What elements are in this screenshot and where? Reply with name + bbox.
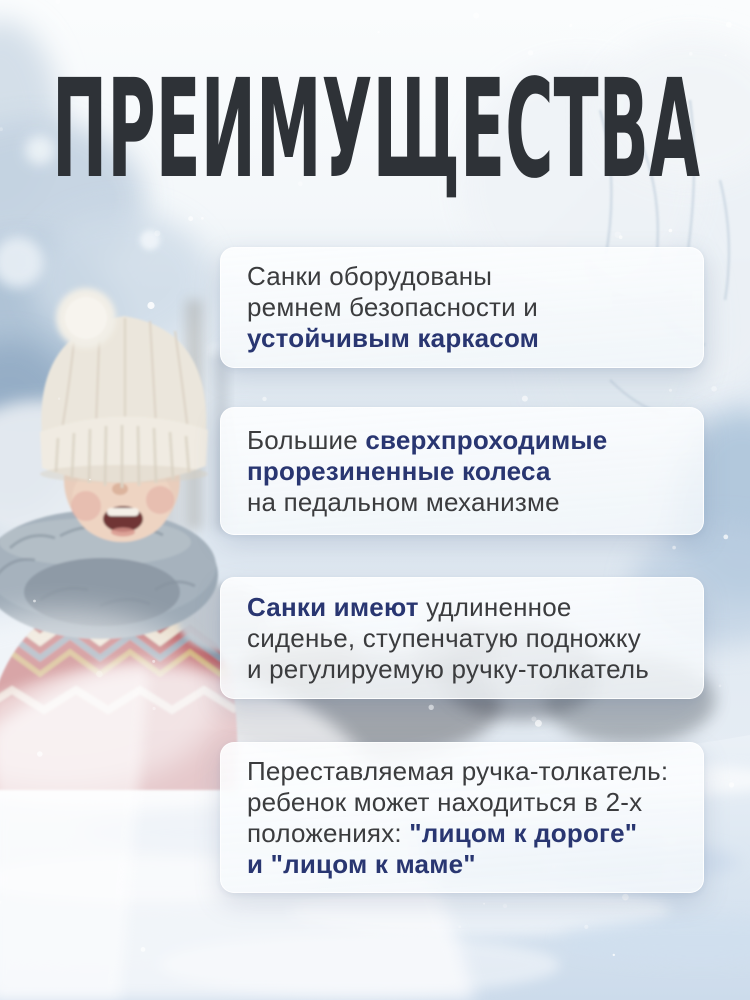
feature-card-handle bbox=[220, 742, 704, 893]
feature-text: Большие bbox=[247, 424, 366, 455]
feature-text: и регулируемую ручку-толкатель bbox=[247, 653, 649, 684]
feature-text-line bbox=[247, 787, 677, 818]
feature-text-line bbox=[247, 818, 677, 849]
feature-text-line bbox=[247, 756, 677, 787]
feature-text: Санки оборудованы bbox=[247, 261, 493, 291]
feature-text-line bbox=[247, 292, 677, 323]
feature-text: ремнем безопасности и bbox=[247, 292, 539, 322]
feature-text-line bbox=[247, 456, 677, 487]
feature-text: удлиненное bbox=[418, 591, 572, 622]
feature-text: Переставляемая ручка-толкатель: bbox=[247, 755, 669, 786]
feature-text: на педальном механизме bbox=[247, 486, 560, 517]
feature-text-bold: сверхпроходимые bbox=[365, 424, 608, 455]
page-title: ПРЕИМУЩЕСТВА bbox=[52, 51, 700, 209]
feature-text-bold: Санки имеют bbox=[247, 591, 419, 622]
feature-text-line bbox=[247, 623, 677, 654]
feature-text: сиденье, ступенчатую подножку bbox=[247, 622, 641, 653]
feature-text-line bbox=[247, 487, 677, 518]
feature-text-line bbox=[247, 592, 677, 623]
feature-text: ребенок может находиться в 2-х bbox=[247, 786, 643, 817]
feature-text-line bbox=[247, 654, 677, 685]
feature-text-line bbox=[247, 425, 677, 456]
feature-text-bold: и "лицом к маме" bbox=[247, 848, 476, 879]
feature-text: положениях: bbox=[247, 817, 410, 848]
feature-text-bold: "лицом к дороге" bbox=[409, 817, 638, 848]
feature-text-bold: прорезиненные колеса bbox=[247, 455, 551, 486]
feature-text-line bbox=[247, 323, 677, 354]
feature-card-wheels bbox=[220, 407, 704, 535]
feature-text-bold: устойчивым каркасом bbox=[247, 323, 540, 353]
feature-text-line bbox=[247, 849, 677, 880]
feature-card-safety bbox=[220, 247, 704, 368]
feature-text-line bbox=[247, 261, 677, 292]
feature-card-seat bbox=[220, 577, 704, 699]
